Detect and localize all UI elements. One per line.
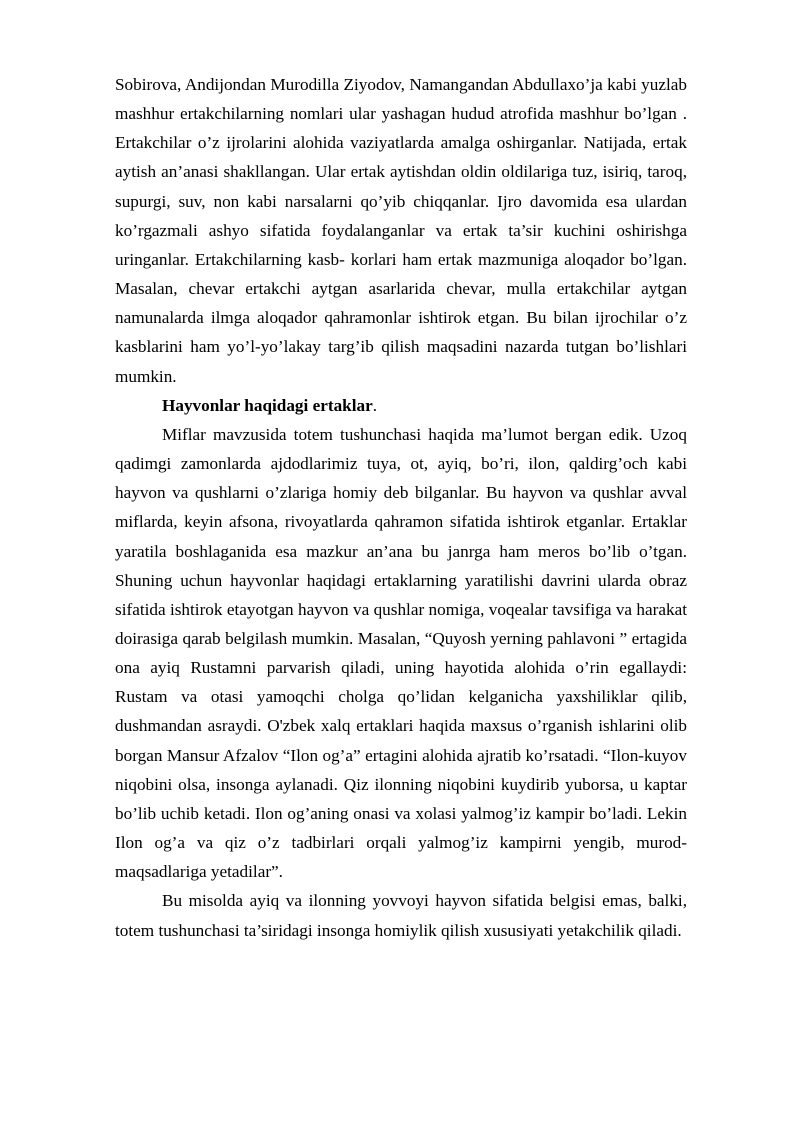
paragraph-misol: Bu misolda ayiq va ilonning yovvoyi hayvon sifatida belgisi emas, balki, totem tushunchasi ta’siridagi insonga homiylik qilish xususiyati yetakchilik qiladi. [115,891,687,940]
section-heading-period: . [372,395,378,415]
section-heading [115,391,687,420]
section-heading-text: Hayvonlar haqidagi ertaklar [162,395,373,415]
paragraph-miflar: Miflar mavzusida totem tushunchasi haqida ma’lumot bergan edik. Uzoq qadimgi zamonlarda ajdodlarimiz tuya, ot, ayiq, bo’ri, ilon, qaldirg’och kabi hayvon va qushlarni o’zlariga homiy deb bilganlar. Bu hayvon va qushlar avval miflarda, keyin afsona, rivoyatlarda qahramon sifatida ishtirok etganlar. Ertaklar yaratila boshlaganida esa mazkur an’ana bu janrga ham meros bo’lib o’tgan. Shuning uchun hayvonlar haqidagi ertaklarning yaratilishi davrini ularda obraz sifatida ishtirok etayotgan hayvon va qushlar nomiga, voqealar tavsifiga va harakat doirasiga qarab belgilash mumkin. Masalan, “Quyosh yerning pahlavoni ” ertagida ona ayiq Rustamni parvarish qiladi, uning hayotida alohida o’rin egallaydi: Rustam va otasi yamoqchi cholga qo’lidan kelganicha yaxshiliklar qilib, dushmandan asraydi. O'zbek xalq ertaklari haqida maxsus o’rganish ishlarini olib borgan Mansur Afzalov “Ilon og’a” ertagini alohida ajratib ko’rsatadi. “Ilon-kuyov niqobini olsa, insonga aylanadi. Qiz ilonning niqobini kuydirib yuborsa, u kaptar bo’lib uchib ketadi. Ilon og’aning onasi va xolasi yalmog’iz kampir bo’ladi. Lekin Ilon og’a va qiz o’z tadbirlari orqali yalmog’iz kampirni yengib, murod-maqsadlariga yetadilar”. [115,424,687,882]
document-body [115,70,687,945]
paragraph-ertakchilar: Sobirova, Andijondan Murodilla Ziyodov, Namangandan Abdullaxo’ja kabi yuzlab mashhur ertakchilarning nomlari ular yashagan hudud atrofida mashhur bo’lgan . Ertakchilar o’z ijrolarini alohida vaziyatlarda amalga oshirganlar. Natijada, ertak aytish an’anasi shakllangan. Ular ertak aytishdan oldin oldilariga tuz, isiriq, taroq, supurgi, suv, non kabi narsalarni qo’yib chiqqanlar. Ijro davomida esa ulardan ko’rgazmali ashyo sifatida foydalanganlar va ertak ta’sir kuchini oshirishga uringanlar. Ertakchilarning kasb- korlari ham ertak mazmuniga aloqador bo’lgan. Masalan, chevar ertakchi aytgan asarlarida chevar, mulla ertakchilar aytgan namunalarda ilmga aloqador qahramonlar ishtirok etgan. Bu bilan ijrochilar o’z kasblarini ham yo’l-yo’lakay targ’ib qilish maqsadini nazarda tutgan bo’lishlari mumkin. [115,75,687,386]
